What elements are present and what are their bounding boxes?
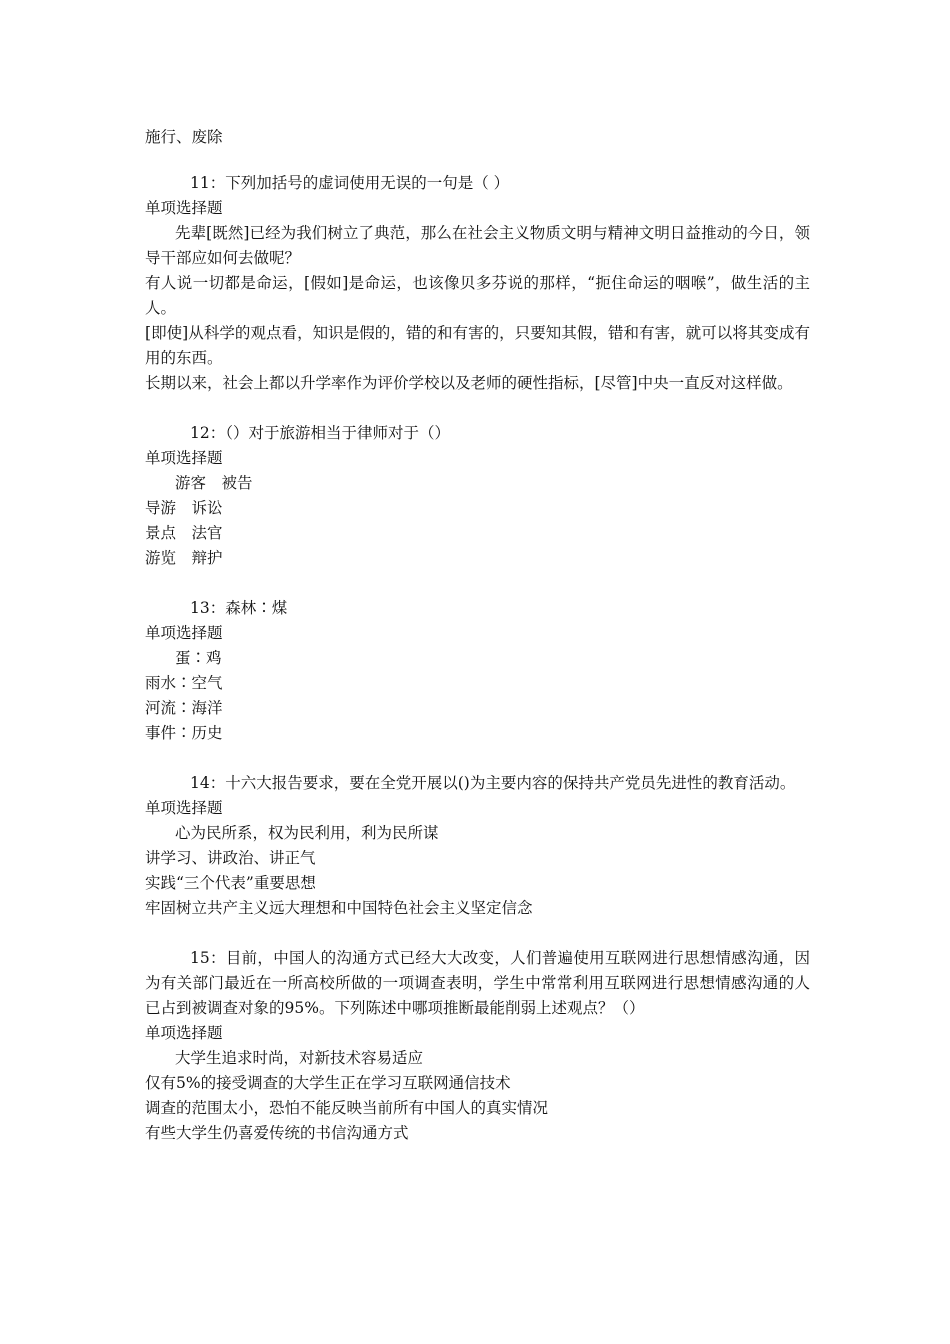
option: 游客 被告 — [175, 474, 253, 492]
option: 蛋∶鸡 — [175, 649, 222, 667]
question-type: 单项选择题 — [145, 1024, 223, 1042]
option: 先辈[既然]已经为我们树立了典范，那么在社会主义物质文明与精神文明日益推动的今日，领导干部应如何去做呢？ — [145, 224, 810, 267]
question-type: 单项选择题 — [145, 624, 223, 642]
question-title: 14：十六大报告要求，要在全党开展以()为主要内容的保持共产党员先进性的教育活动。 — [190, 774, 796, 792]
option: [即使]从科学的观点看，知识是假的，错的和有害的，只要知其假，错和有害，就可以将其变成有用的东西。 — [145, 324, 810, 367]
option: 牢固树立共产主义远大理想和中国特色社会主义坚定信念 — [145, 899, 533, 917]
question-type: 单项选择题 — [145, 799, 223, 817]
option: 讲学习、讲政治、讲正气 — [145, 849, 316, 867]
option: 导游 诉讼 — [145, 499, 223, 517]
option: 调查的范围太小，恐怕不能反映当前所有中国人的真实情况 — [145, 1099, 549, 1117]
question-title: 15：目前，中国人的沟通方式已经大大改变，人们普遍使用互联网进行思想情感沟通，因为有关部门最近在一所高校所做的一项调查表明，学生中常常利用互联网进行思想情感沟通的人已占到被调查对象的95%。下列陈述中哪项推断最能削弱上述观点？（） — [145, 949, 810, 1017]
question-type: 单项选择题 — [145, 199, 223, 217]
question-12 — [145, 421, 810, 571]
question-title: 12：（）对于旅游相当于律师对于（） — [190, 424, 450, 442]
option: 仅有5%的接受调查的大学生正在学习互联网通信技术 — [145, 1074, 511, 1092]
option: 心为民所系，权为民利用，利为民所谋 — [175, 824, 439, 842]
option: 景点 法官 — [145, 524, 223, 542]
option: 雨水∶空气 — [145, 674, 223, 692]
option: 事件∶历史 — [145, 724, 223, 742]
question-title: 13：森林∶煤 — [190, 599, 288, 617]
option: 河流∶海洋 — [145, 699, 223, 717]
question-title: 11：下列加括号的虚词使用无误的一句是（ ） — [190, 174, 510, 192]
question-11 — [145, 171, 810, 396]
question-type: 单项选择题 — [145, 449, 223, 467]
question-15 — [145, 946, 810, 1146]
question-14 — [145, 771, 810, 921]
option: 有人说一切都是命运，[假如]是命运，也该像贝多芬说的那样，“扼住命运的咽喉”，做生活的主人。 — [145, 274, 810, 317]
option: 长期以来，社会上都以升学率作为评价学校以及老师的硬性指标，[尽管]中央一直反对这样做。 — [145, 374, 793, 392]
option: 大学生追求时尚，对新技术容易适应 — [175, 1049, 424, 1067]
option: 有些大学生仍喜爱传统的书信沟通方式 — [145, 1124, 409, 1142]
option: 实践“三个代表”重要思想 — [145, 874, 316, 892]
top-fragment: 施行、废除 — [145, 128, 223, 146]
document-page — [145, 125, 810, 1146]
option: 游览 辩护 — [145, 549, 223, 567]
question-13 — [145, 596, 810, 746]
